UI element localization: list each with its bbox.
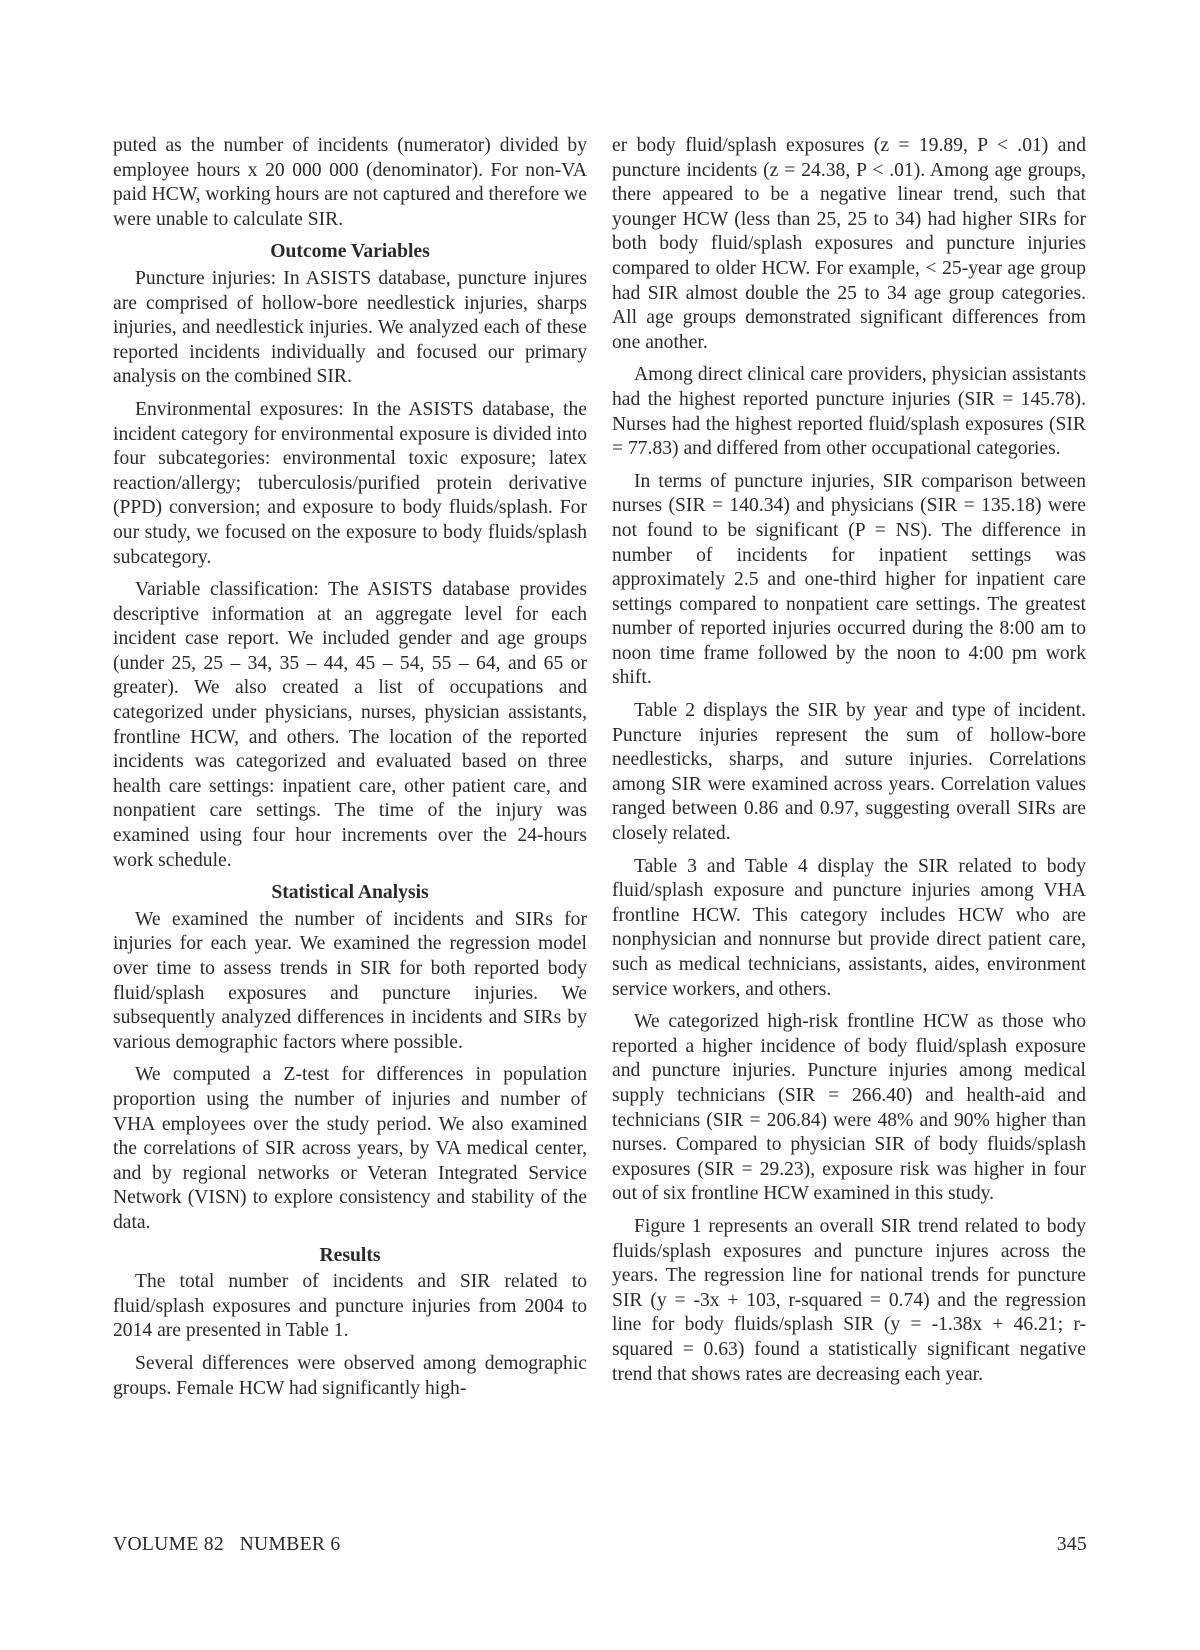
footer-volume: VOLUME 82 NUMBER 6: [113, 1534, 341, 1555]
paragraph: We computed a Z-test for differences in population proportion using the number of injuries and number of VHA employees over the study period. We also examined the correlations of SIR across years, by VA medical center, and by regional networks or Veteran Integrated Service Network (VISN) to explore consistency and stability of the data.: [113, 1064, 587, 1233]
paragraph: Variable classification: The ASISTS database provides descriptive information at an aggregate level for each incident case report. We included gender and age groups (under 25, 25 – 34, 35 – 44, 45 – 54, 55 – 64, and 65 or greater). We also created a list of occupations and categorized under physicians, nurses, physician assistants, frontline HCW, and others. The location of the reported incidents was categorized and evaluated based on three health care settings: inpatient care, other patient care, and nonpatient care settings. The time of the injury was examined using four hour increments over the 24-hours work schedule.: [113, 579, 587, 871]
section-heading-results: Results: [319, 1244, 381, 1266]
left-column: [113, 134, 587, 1409]
right-column: [612, 134, 1086, 1395]
paragraph: We examined the number of incidents and SIRs for injuries for each year. We examined the regression model over time to assess trends in SIR for both reported body fluid/splash exposures and puncture injuries. We subsequently analyzed differences in incidents and SIRs by various demographic factors where possible.: [113, 908, 587, 1053]
paragraph: Environmental exposures: In the ASISTS database, the incident category for environmental exposure is divided into four subcategories: environmental toxic exposure; latex reaction/allergy; tuberculosis/purified protein derivative (PPD) conversion; and exposure to body fluids/splash. For our study, we focused on the exposure to body fluids/splash subcategory.: [113, 398, 587, 568]
paragraph: Table 2 displays the SIR by year and type of incident. Puncture injuries represent the sum of hollow-bore needlesticks, sharps, and suture injuries. Correlations among SIR were examined across years. Correlation values ranged between 0.86 and 0.97, suggesting overall SIRs are closely related.: [612, 700, 1086, 845]
paragraph: Figure 1 represents an overall SIR trend related to body fluids/splash exposures and puncture injures across the years. The regression line for national trends for puncture SIR (y = -3x + 103, r-squared = 0.74) and the regression line for body fluids/splash SIR (y = -1.38x + 46.21; r-squared = 0.63) found a statistically significant negative trend that shows rates are decreasing each year.: [612, 1215, 1086, 1385]
section-heading-statistical-analysis: Statistical Analysis: [271, 882, 429, 904]
section-heading-outcome-variables: Outcome Variables: [270, 241, 430, 263]
paragraph: Puncture injuries: In ASISTS database, puncture injures are comprised of hollow-bore needlestick injuries, sharps injuries, and needlestick injuries. We analyzed each of these reported incidents individually and focused our primary analysis on the combined SIR.: [113, 267, 587, 388]
paragraph: Among direct clinical care providers, physician assistants had the highest reported puncture injuries (SIR = 145.78). Nurses had the highest reported fluid/splash exposures (SIR = 77.83) and differed from other occupational categories.: [612, 364, 1086, 460]
paragraph: Table 3 and Table 4 display the SIR related to body fluid/splash exposure and puncture injuries among VHA frontline HCW. This category includes HCW who are nonphysician and nonnurse but provide direct patient care, such as medical technicians, assistants, aides, environment service workers, and others.: [612, 855, 1086, 1000]
paragraph: er body fluid/splash exposures (z = 19.89, P < .01) and puncture incidents (z = 24.38, P < .01). Among age groups, there appeared to be a negative linear trend, such that younger HCW (less than 25, 25 to 34) had higher SIRs for both body fluid/splash exposures and puncture injuries compared to older HCW. For example, < 25-year age group had SIR almost double the 25 to 34 age group categories. All age groups demonstrated significant differences from one another.: [612, 135, 1086, 353]
paragraph: Several differences were observed among demographic groups. Female HCW had significantly high-: [113, 1352, 587, 1399]
footer-page-number: 345: [1056, 1534, 1087, 1555]
paragraph: In terms of puncture injuries, SIR comparison between nurses (SIR = 140.34) and physicians (SIR = 135.18) were not found to be significant (P = NS). The difference in number of incidents for inpatient settings was approximately 2.5 and one-third higher for inpatient care settings compared to nonpatient care settings. The greatest number of reported injuries occurred during the 8:00 am to noon time frame followed by the noon to 4:00 pm work shift.: [612, 470, 1086, 689]
paragraph: puted as the number of incidents (numerator) divided by employee hours x 20 000 000 (denominator). For non-VA paid HCW, working hours are not captured and therefore we were unable to calculate SIR.: [113, 135, 587, 230]
paragraph: The total number of incidents and SIR related to fluid/splash exposures and puncture injuries from 2004 to 2014 are presented in Table 1.: [113, 1271, 587, 1342]
paragraph: We categorized high-risk frontline HCW as those who reported a higher incidence of body fluid/splash exposure and puncture injuries. Puncture injuries among medical supply technicians (SIR = 266.40) and health-aid and technicians (SIR = 206.84) were 48% and 90% higher than nurses. Compared to physician SIR of body fluids/splash exposures (SIR = 29.23), exposure risk was higher in four out of six frontline HCW examined in this study.: [612, 1011, 1086, 1205]
